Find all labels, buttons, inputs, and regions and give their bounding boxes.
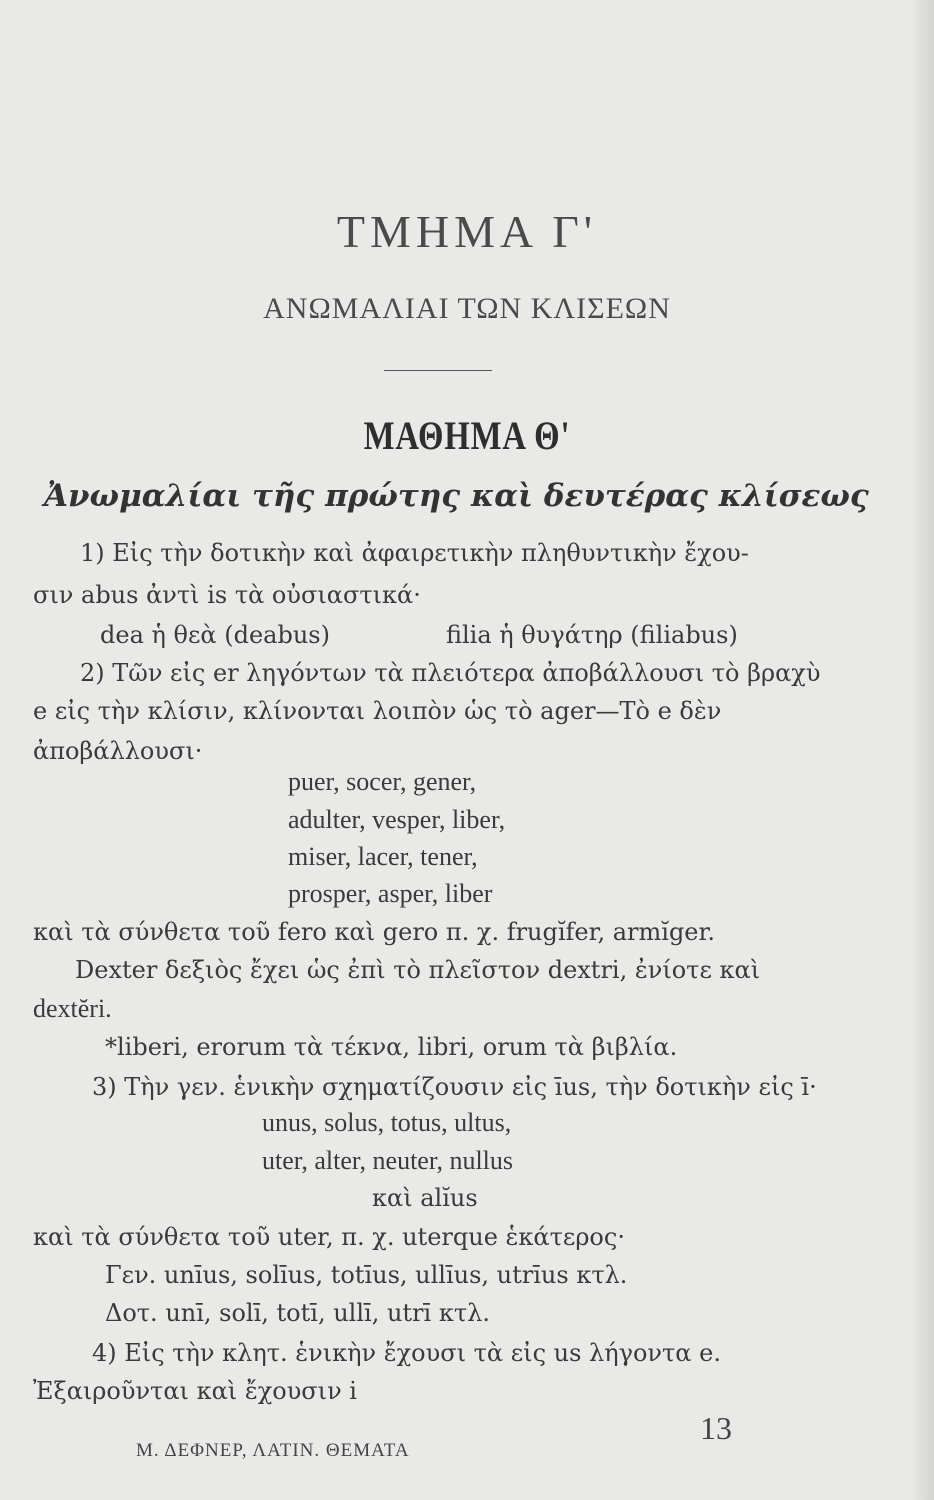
text-line-20: Γεν. unīus, solīus, totīus, ullīus, utrīus κτλ. <box>105 1261 628 1289</box>
text-line-7: puer, socer, gener, <box>288 767 477 796</box>
text-line-6: ἀποβάλλουσι· <box>33 737 203 765</box>
text-line-14: *liberi, erorum τὰ τέκνα, libri, orum τὰ βιβλία. <box>105 1033 678 1061</box>
text-line-12: Dexter δεξιὸς ἔχει ὡς ἐπὶ τὸ πλεῖστον dextri, ἐνίοτε καὶ <box>75 956 761 984</box>
text-line-15: 3) Τὴν γεν. ἑνικὴν σχηματίζουσιν εἰς īus, τὴν δοτικὴν εἰς ī· <box>92 1073 817 1101</box>
text-line-8: adulter, vesper, liber, <box>288 805 506 834</box>
text-line-1: 1) Εἰς τὴν δοτικὴν καὶ ἀφαιρετικὴν πληθυντικὴν ἔχου- <box>80 539 749 567</box>
divider-rule <box>384 370 492 371</box>
text-line-5: e εἰς τὴν κλίσιν, κλίνονται λοιπὸν ὡς τὸ ager—Τὸ e δὲν <box>33 697 722 725</box>
text-line-13: dextĕri. <box>33 994 112 1023</box>
lesson-heading: Ἀνωμαλίαι τῆς πρώτης καὶ δευτέρας κλίσεως <box>44 478 869 514</box>
section-title: ΤΜΗΜΑ Γ' <box>336 206 598 257</box>
text-line-22: 4) Εἰς τὴν κλητ. ἑνικὴν ἔχουσι τὰ εἰς us λήγοντα e. <box>92 1339 721 1367</box>
text-line-19: καὶ τὰ σύνθετα τοῦ uter, π. χ. uterque ἑκάτερος· <box>33 1223 625 1251</box>
text-line-3a: dea ἡ θεὰ (deabus) <box>100 621 330 649</box>
page-number: 13 <box>700 1410 732 1446</box>
text-line-23: Ἐξαιροῦνται καὶ ἔχουσιν i <box>33 1377 357 1405</box>
text-line-16: unus, solus, totus, ultus, <box>262 1108 512 1137</box>
text-line-4: 2) Τῶν εἰς er ληγόντων τὰ πλειότερα ἀποβάλλουσι τὸ βραχὺ <box>80 659 821 687</box>
text-line-18: καὶ alĭus <box>372 1184 478 1212</box>
text-line-9: miser, lacer, tener, <box>288 842 478 871</box>
text-line-11: καὶ τὰ σύνθετα τοῦ fero καὶ gero π. χ. frugĭfer, armĭger. <box>33 918 715 946</box>
text-line-21: Δοτ. unī, solī, totī, ullī, utrī κτλ. <box>105 1299 490 1327</box>
lesson-title: ΜΑΘΗΜΑ Θ' <box>363 413 571 458</box>
text-line-3b: filia ἡ θυγάτηρ (filiabus) <box>446 621 738 649</box>
text-line-17: uter, alter, neuter, nullus <box>262 1146 514 1175</box>
section-subtitle: ΑΝΩΜΑΛΙΑΙ ΤΩΝ ΚΛΙΣΕΩΝ <box>263 292 671 325</box>
text-line-2: σιν abus ἀντὶ is τὰ οὐσιαστικά· <box>33 581 421 609</box>
page-footer: Μ. ΔΕΦΝΕΡ, ΛΑΤΙΝ. ΘΕΜΑΤΑ <box>136 1440 410 1461</box>
text-line-10: prosper, asper, liber <box>288 879 493 908</box>
